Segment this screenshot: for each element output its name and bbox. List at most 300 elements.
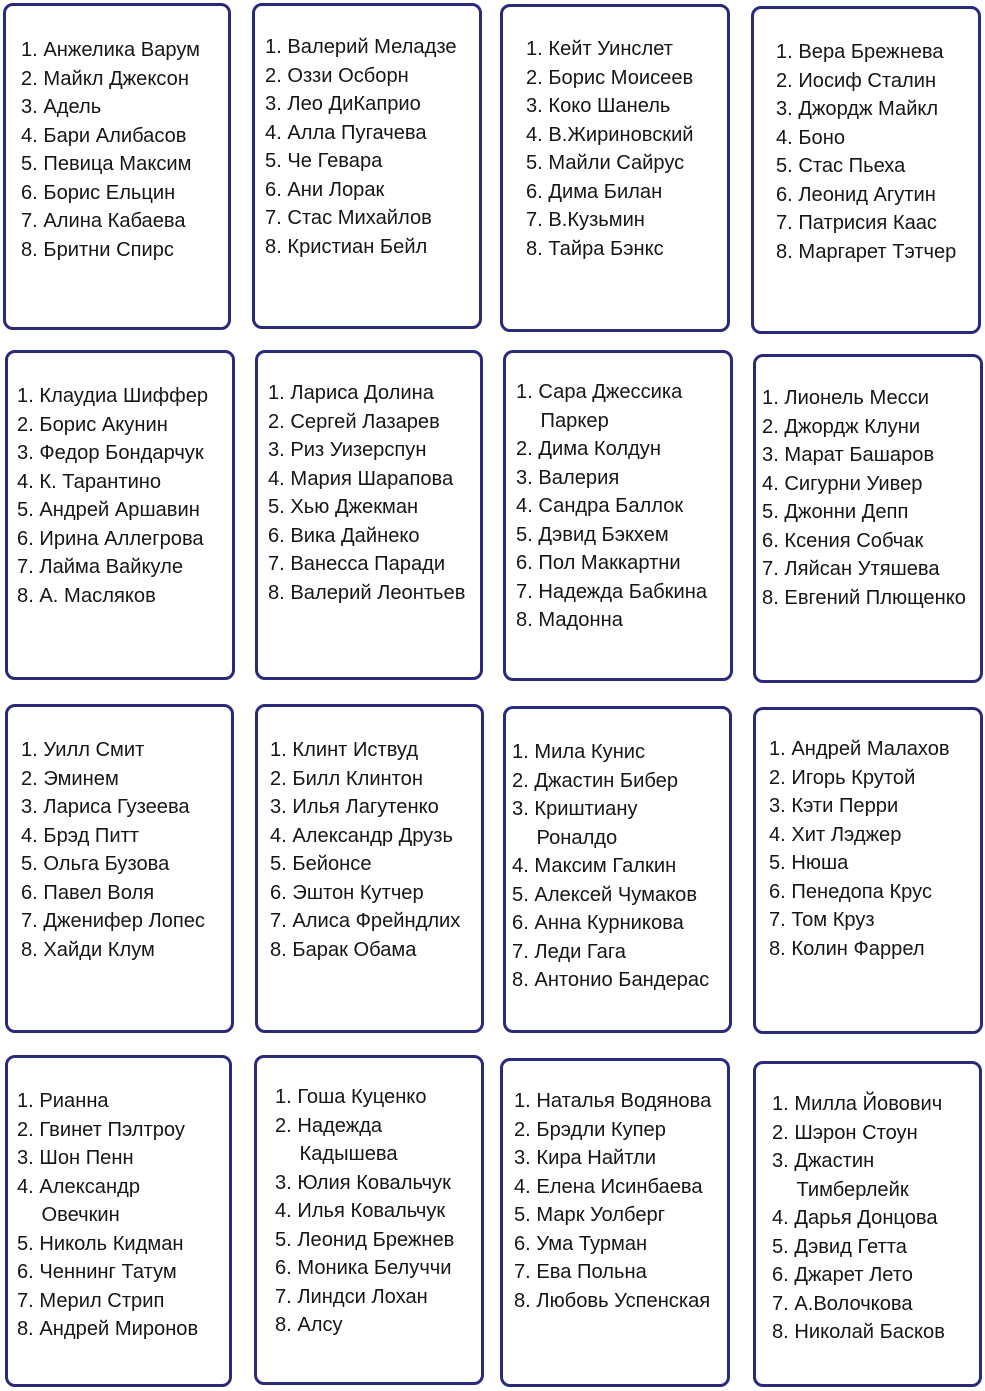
item-name: Леонид Агутин — [798, 182, 936, 206]
card-2 — [252, 3, 482, 329]
item-number: 8. — [514, 1288, 531, 1312]
item-name: Николай Басков — [794, 1320, 945, 1343]
list-item — [776, 152, 974, 181]
item-number: 1. — [512, 740, 529, 763]
list-item — [275, 1197, 477, 1226]
item-number: 8. — [762, 585, 779, 609]
list-item — [772, 1261, 975, 1290]
item-number: 3. — [21, 795, 38, 818]
list-item — [275, 1169, 477, 1198]
item-name: Оззи Осборн — [287, 63, 409, 87]
list-item — [512, 795, 725, 852]
item-name: Ольга Бузова — [43, 852, 170, 875]
item-number: 5. — [17, 498, 34, 521]
item-name: Певица Максим — [43, 152, 192, 175]
list-item — [275, 1112, 477, 1169]
item-number: 6. — [516, 551, 533, 574]
item-number: 6. — [512, 911, 529, 934]
list-item — [265, 176, 475, 205]
item-name-continuation: Тимберлейк — [796, 1177, 909, 1201]
item-name: Евгений Плющенко — [784, 585, 966, 609]
item-name: Кристиан Бейл — [287, 234, 428, 258]
item-name: Майли Сайрус — [548, 151, 685, 174]
name-list — [516, 378, 726, 635]
list-item — [17, 468, 228, 497]
list-item — [265, 119, 475, 148]
item-name: Патрисия Каас — [798, 211, 937, 234]
item-name: Марк Уолберг — [536, 1203, 666, 1226]
item-name-continuation: Овечкин — [41, 1203, 120, 1226]
item-name: Эштон Кутчер — [292, 880, 424, 904]
item-number: 1. — [526, 37, 543, 60]
item-name: Линдси Лохан — [297, 1284, 428, 1308]
item-number: 6. — [17, 1260, 34, 1283]
name-list — [270, 736, 477, 964]
item-number: 3. — [270, 795, 287, 818]
item-number: 1. — [268, 381, 285, 404]
item-number: 2. — [17, 412, 34, 436]
list-item — [516, 606, 726, 635]
item-number: 7. — [21, 909, 38, 932]
list-item — [17, 1258, 225, 1287]
list-item — [21, 765, 227, 794]
item-name: В.Кузьмин — [548, 208, 645, 231]
list-item — [270, 907, 477, 936]
item-number: 2. — [776, 68, 793, 92]
list-item — [516, 521, 726, 550]
item-name-continuation: Роналдо — [536, 825, 618, 849]
list-item — [514, 1230, 723, 1259]
item-number: 4. — [526, 122, 543, 146]
item-number: 4. — [776, 125, 793, 149]
list-item — [776, 95, 974, 124]
list-item — [21, 850, 227, 879]
item-number: 4. — [17, 1174, 34, 1198]
item-number: 4. — [762, 471, 779, 495]
item-number: 6. — [21, 880, 38, 904]
list-item — [270, 793, 477, 822]
item-number: 5. — [772, 1234, 789, 1258]
item-number: 8. — [268, 580, 285, 604]
item-name: Шон Пенн — [39, 1146, 134, 1169]
item-name: Кэти Перри — [791, 794, 899, 817]
list-item — [526, 35, 723, 64]
card-10 — [255, 704, 484, 1033]
card-15 — [500, 1058, 730, 1387]
item-number: 8. — [270, 937, 287, 961]
item-number: 5. — [514, 1203, 531, 1226]
list-item — [762, 441, 976, 470]
item-number: 6. — [275, 1256, 292, 1279]
name-list — [769, 735, 976, 963]
card-16 — [753, 1061, 982, 1387]
list-item — [21, 736, 227, 765]
list-item — [776, 124, 974, 153]
item-name: Николь Кидман — [39, 1231, 184, 1255]
item-name: Марат Башаров — [784, 443, 935, 466]
item-number: 5. — [769, 851, 786, 874]
list-item — [516, 435, 726, 464]
item-number: 3. — [776, 97, 793, 120]
item-name: Андрей Аршавин — [39, 498, 200, 521]
list-item — [21, 236, 224, 265]
list-item — [265, 204, 475, 233]
item-name: Леонид Брежнев — [297, 1227, 455, 1251]
item-number: 7. — [762, 557, 779, 580]
item-name: Коко Шанель — [548, 94, 671, 117]
item-number: 3. — [17, 1146, 34, 1169]
item-name: Джастин Бибер — [534, 768, 679, 792]
list-item — [762, 470, 976, 499]
item-number: 8. — [769, 936, 786, 960]
item-name: Маргарет Тэтчер — [798, 239, 957, 263]
item-name: Клаудиа Шиффер — [39, 384, 209, 407]
list-item — [512, 938, 725, 967]
item-number: 1. — [769, 737, 786, 760]
item-number: 7. — [776, 211, 793, 234]
item-name: Кейт Уинслет — [548, 37, 673, 60]
item-name: Лариса Долина — [290, 381, 434, 404]
list-item — [17, 411, 228, 440]
item-name: Вика Дайнеко — [290, 523, 420, 547]
item-name: Илья Лагутенко — [292, 795, 439, 818]
card-5 — [5, 350, 235, 680]
item-number: 3. — [762, 443, 779, 466]
item-number: 6. — [776, 182, 793, 206]
item-name-continuation: Паркер — [540, 408, 609, 432]
list-item — [769, 849, 976, 878]
item-name: Максим Галкин — [534, 854, 677, 877]
item-name: Мадонна — [538, 608, 623, 631]
list-item — [268, 493, 476, 522]
item-name: Боно — [798, 125, 845, 149]
list-item — [776, 238, 974, 267]
list-item — [17, 553, 228, 582]
list-item — [270, 765, 477, 794]
item-number: 4. — [270, 823, 287, 847]
list-item — [762, 584, 976, 613]
item-name: Лариса Гузеева — [43, 795, 190, 818]
item-name: Юлия Ковальчук — [297, 1170, 451, 1194]
item-name: Федор Бондарчук — [39, 441, 204, 464]
list-item — [762, 384, 976, 413]
item-name: Надежда — [297, 1113, 383, 1137]
list-item — [516, 578, 726, 607]
item-name: Елена Исинбаева — [536, 1174, 703, 1198]
item-number: 2. — [270, 766, 287, 790]
item-name: Рианна — [39, 1089, 109, 1112]
item-name: Дарья Донцова — [794, 1206, 938, 1229]
item-number: 8. — [21, 937, 38, 961]
list-item — [526, 64, 723, 93]
list-item — [265, 147, 475, 176]
item-number: 3. — [268, 438, 285, 461]
item-name: Ксения Собчак — [784, 528, 924, 552]
item-name: Вера Брежнева — [798, 40, 944, 63]
item-name: Криштиану — [534, 797, 638, 820]
list-item — [516, 464, 726, 493]
item-name: Мария Шарапова — [290, 466, 454, 490]
item-name: Бейонсе — [292, 852, 372, 875]
item-name: Тайра Бэнкс — [548, 236, 664, 260]
item-number: 5. — [17, 1231, 34, 1255]
list-item — [17, 496, 228, 525]
list-item — [21, 207, 224, 236]
item-number: 4. — [268, 466, 285, 490]
item-number: 2. — [21, 766, 38, 790]
item-number: 5. — [21, 852, 38, 875]
item-name: Бари Алибасов — [43, 123, 187, 147]
item-number: 6. — [265, 177, 282, 201]
item-number: 8. — [776, 239, 793, 263]
list-item — [270, 879, 477, 908]
list-item — [769, 878, 976, 907]
list-item — [776, 209, 974, 238]
item-number: 1. — [17, 1089, 34, 1112]
list-item — [772, 1090, 975, 1119]
list-item — [526, 121, 723, 150]
item-name: Ирина Аллегрова — [39, 526, 204, 550]
list-item — [516, 378, 726, 435]
item-number: 8. — [512, 968, 529, 991]
name-list — [17, 1087, 225, 1344]
item-number: 1. — [21, 38, 38, 61]
list-item — [17, 1144, 225, 1173]
item-name: Колин Фаррел — [791, 936, 925, 960]
name-list — [776, 38, 974, 266]
list-item — [275, 1083, 477, 1112]
item-number: 7. — [512, 939, 529, 963]
item-name: Джордж Клуни — [784, 414, 921, 438]
name-list — [268, 379, 476, 607]
item-number: 6. — [268, 523, 285, 547]
item-name: Стас Пьеха — [798, 154, 906, 177]
list-item — [772, 1147, 975, 1204]
list-item — [270, 736, 477, 765]
item-name: Сандра Баллок — [538, 494, 684, 517]
list-item — [21, 822, 227, 851]
item-name: Дима Колдун — [538, 437, 661, 460]
list-item — [270, 822, 477, 851]
item-number: 1. — [21, 738, 38, 761]
list-item — [776, 38, 974, 67]
name-list — [275, 1083, 477, 1340]
list-item — [21, 936, 227, 965]
item-name: Хью Джекман — [290, 495, 419, 518]
list-item — [17, 1116, 225, 1145]
item-number: 6. — [514, 1231, 531, 1255]
item-number: 3. — [265, 92, 282, 115]
item-number: 4. — [514, 1174, 531, 1198]
item-number: 3. — [772, 1149, 789, 1172]
item-name: Валерия — [538, 465, 620, 489]
item-name: Алексей Чумаков — [534, 882, 698, 906]
list-item — [514, 1201, 723, 1230]
item-name: Дэвид Гетта — [794, 1234, 907, 1258]
item-number: 3. — [512, 797, 529, 820]
item-name-continuation: Кадышева — [299, 1142, 398, 1165]
item-number: 1. — [275, 1085, 292, 1108]
item-name: Игорь Крутой — [791, 765, 916, 789]
item-number: 7. — [769, 908, 786, 931]
item-name: В.Жириновский — [548, 122, 694, 146]
list-item — [769, 792, 976, 821]
item-name: Стас Михайлов — [287, 206, 432, 229]
list-item — [776, 181, 974, 210]
item-name: Шэрон Стоун — [794, 1120, 918, 1144]
item-number: 1. — [514, 1089, 531, 1112]
item-number: 2. — [512, 768, 529, 792]
item-number: 7. — [268, 552, 285, 575]
item-number: 2. — [772, 1120, 789, 1144]
item-name: Ченнинг Татум — [39, 1260, 177, 1283]
item-number: 3. — [21, 95, 38, 118]
item-name: Алсу — [297, 1313, 343, 1336]
item-name: Анна Курникова — [534, 911, 684, 934]
item-name: Том Круз — [791, 908, 875, 931]
list-item — [514, 1258, 723, 1287]
list-item — [21, 122, 224, 151]
item-number: 3. — [275, 1170, 292, 1194]
item-number: 6. — [526, 179, 543, 203]
item-number: 5. — [526, 151, 543, 174]
item-number: 8. — [17, 583, 34, 607]
item-number: 3. — [17, 441, 34, 464]
item-name: Алина Кабаева — [43, 209, 186, 232]
list-item — [270, 936, 477, 965]
item-name: Дженифер Лопес — [43, 909, 205, 932]
item-name: Иосиф Сталин — [798, 68, 937, 92]
item-number: 6. — [17, 526, 34, 550]
item-number: 7. — [514, 1260, 531, 1283]
item-name: Антонио Бандерас — [534, 968, 710, 991]
item-number: 2. — [265, 63, 282, 87]
list-item — [526, 178, 723, 207]
list-item — [17, 1315, 225, 1344]
card-11 — [503, 706, 732, 1033]
card-9 — [5, 704, 234, 1033]
item-number: 7. — [21, 209, 38, 232]
item-name: Ляйсан Утяшева — [784, 557, 940, 580]
item-number: 3. — [514, 1146, 531, 1169]
list-item — [268, 379, 476, 408]
item-name: Барак Обама — [292, 937, 417, 961]
item-name: Ванесса Паради — [290, 552, 446, 575]
card-6 — [255, 350, 483, 680]
list-item — [512, 909, 725, 938]
item-name: Моника Белуччи — [297, 1256, 452, 1279]
name-list — [772, 1090, 975, 1347]
item-number: 8. — [21, 237, 38, 261]
item-name: Валерий Меладзе — [287, 35, 457, 58]
name-list — [526, 35, 723, 263]
list-item — [514, 1287, 723, 1316]
item-name: Мила Кунис — [534, 740, 646, 763]
item-name: Риз Уизерспун — [290, 438, 427, 461]
item-name: Кира Найтли — [536, 1146, 657, 1169]
item-name: Мерил Стрип — [39, 1288, 165, 1312]
list-item — [769, 906, 976, 935]
list-item — [776, 67, 974, 96]
item-name: Лионель Месси — [784, 386, 930, 409]
item-name: Нюша — [791, 851, 849, 874]
list-item — [762, 527, 976, 556]
list-item — [526, 235, 723, 264]
list-item — [275, 1283, 477, 1312]
list-item — [17, 1087, 225, 1116]
item-name: Дима Билан — [548, 179, 663, 203]
list-item — [769, 935, 976, 964]
item-number: 4. — [265, 120, 282, 144]
list-item — [275, 1311, 477, 1340]
item-number: 8. — [772, 1320, 789, 1343]
item-number: 2. — [21, 66, 38, 90]
item-number: 4. — [17, 469, 34, 493]
list-item — [512, 966, 725, 995]
item-number: 1. — [772, 1092, 789, 1115]
item-name: Адель — [43, 95, 102, 118]
list-item — [526, 149, 723, 178]
item-number: 8. — [265, 234, 282, 258]
card-1 — [3, 3, 231, 330]
card-14 — [254, 1055, 484, 1385]
list-item — [772, 1233, 975, 1262]
list-item — [512, 767, 725, 796]
item-number: 8. — [516, 608, 533, 631]
item-name: Лео ДиКаприо — [287, 92, 421, 115]
item-name: Уилл Смит — [43, 738, 145, 761]
item-number: 2. — [17, 1117, 34, 1141]
item-name: Наталья Водянова — [536, 1089, 712, 1112]
list-item — [268, 579, 476, 608]
item-name: К. Тарантино — [39, 469, 162, 493]
item-number: 2. — [514, 1117, 531, 1141]
item-number: 1. — [516, 380, 533, 403]
item-number: 5. — [762, 500, 779, 523]
item-name: Билл Клинтон — [292, 766, 423, 790]
item-name: Хайди Клум — [43, 937, 155, 961]
list-item — [17, 382, 228, 411]
item-number: 5. — [265, 149, 282, 172]
item-name: Леди Гага — [534, 939, 626, 963]
card-12 — [753, 707, 983, 1034]
item-number: 7. — [275, 1284, 292, 1308]
item-number: 2. — [275, 1113, 292, 1137]
item-number: 6. — [21, 180, 38, 204]
item-number: 2. — [268, 409, 285, 433]
item-number: 5. — [268, 495, 285, 518]
item-number: 5. — [512, 882, 529, 906]
list-item — [17, 1287, 225, 1316]
list-item — [268, 408, 476, 437]
list-item — [275, 1226, 477, 1255]
list-item — [265, 33, 475, 62]
item-number: 2. — [762, 414, 779, 438]
item-number: 2. — [516, 437, 533, 460]
item-number: 1. — [265, 35, 282, 58]
name-list — [265, 33, 475, 261]
item-name: Хит Лэджер — [791, 822, 902, 846]
card-7 — [503, 350, 733, 681]
list-item — [21, 36, 224, 65]
item-number: 8. — [275, 1313, 292, 1336]
item-name: Милла Йовович — [794, 1092, 943, 1115]
list-item — [769, 821, 976, 850]
item-number: 1. — [776, 40, 793, 63]
item-number: 1. — [17, 384, 34, 407]
item-name: Брэдли Купер — [536, 1117, 666, 1141]
list-item — [21, 150, 224, 179]
